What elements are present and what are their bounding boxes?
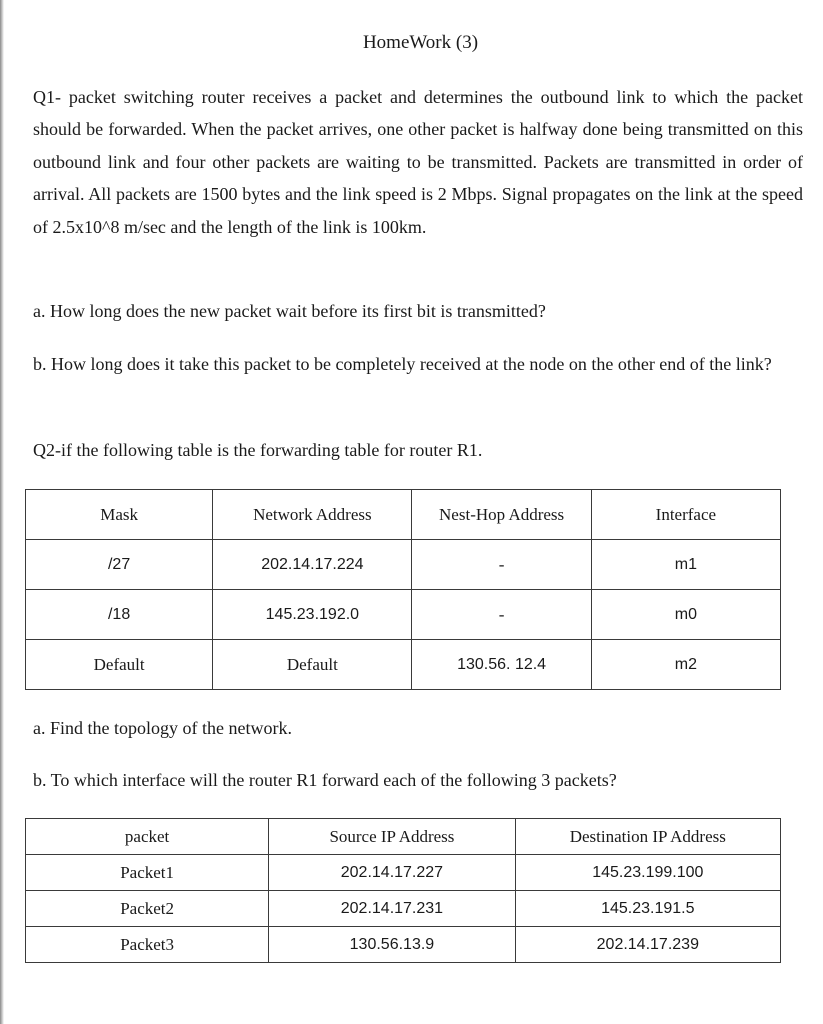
cell-mask: /18 bbox=[26, 590, 213, 640]
forwarding-table bbox=[25, 489, 781, 690]
packet-table-header bbox=[26, 819, 781, 855]
header-mask: Mask bbox=[26, 490, 213, 540]
q2-part-b: b. To which interface will the router R1 forward each of the following 3 packets? bbox=[33, 770, 617, 790]
table-row bbox=[26, 891, 781, 927]
header-source-ip: Source IP Address bbox=[269, 819, 515, 855]
table-row bbox=[26, 540, 781, 590]
table-row bbox=[26, 590, 781, 640]
page-title: HomeWork (3) bbox=[362, 32, 479, 53]
forwarding-table-header bbox=[26, 490, 781, 540]
q1-part-b: b. How long does it take this packet to be completely received at the node on the other end of the link? bbox=[33, 354, 772, 374]
cell-interface: m0 bbox=[591, 590, 780, 640]
cell-next-hop-address: - bbox=[412, 540, 591, 590]
cell-destination-ip: 145.23.199.100 bbox=[515, 855, 780, 891]
cell-interface: m2 bbox=[591, 640, 780, 690]
table-row bbox=[26, 640, 781, 690]
cell-next-hop-address: 130.56. 12.4 bbox=[412, 640, 591, 690]
page-edge-shadow bbox=[0, 0, 4, 1024]
cell-network-address: 202.14.17.224 bbox=[213, 540, 412, 590]
packet-table bbox=[25, 818, 781, 963]
header-interface: Interface bbox=[591, 490, 780, 540]
cell-network-address: Default bbox=[213, 640, 412, 690]
table-row bbox=[26, 927, 781, 963]
cell-packet: Packet1 bbox=[26, 855, 269, 891]
q2-text: Q2-if the following table is the forwarding table for router R1. bbox=[33, 440, 483, 460]
header-packet: packet bbox=[26, 819, 269, 855]
q2-part-a: a. Find the topology of the network. bbox=[33, 718, 292, 738]
header-network-address: Network Address bbox=[213, 490, 412, 540]
cell-source-ip: 202.14.17.227 bbox=[269, 855, 515, 891]
q1-text: Q1- packet switching router receives a packet and determines the outbound link to which the packet should be forwarded. When the packet arrives, one other packet is halfway done being transmitted on this outbound link and four other packets are waiting to be transmitted. Packets are transmitted in order of arrival. All packets are 1500 bytes and the link speed is 2 Mbps. Signal propagates on the link at the speed of 2.5x10^8 m/sec and the length of the link is 100km. bbox=[33, 87, 803, 237]
table-row bbox=[26, 855, 781, 891]
header-next-hop-address: Nest-Hop Address bbox=[412, 490, 591, 540]
cell-network-address: 145.23.192.0 bbox=[213, 590, 412, 640]
cell-interface: m1 bbox=[591, 540, 780, 590]
cell-source-ip: 130.56.13.9 bbox=[269, 927, 515, 963]
q1-part-a: a. How long does the new packet wait before its first bit is transmitted? bbox=[33, 301, 546, 321]
header-destination-ip: Destination IP Address bbox=[515, 819, 780, 855]
cell-next-hop-address: - bbox=[412, 590, 591, 640]
cell-destination-ip: 145.23.191.5 bbox=[515, 891, 780, 927]
cell-packet: Packet3 bbox=[26, 927, 269, 963]
cell-source-ip: 202.14.17.231 bbox=[269, 891, 515, 927]
cell-mask: /27 bbox=[26, 540, 213, 590]
cell-destination-ip: 202.14.17.239 bbox=[515, 927, 780, 963]
cell-mask: Default bbox=[26, 640, 213, 690]
cell-packet: Packet2 bbox=[26, 891, 269, 927]
